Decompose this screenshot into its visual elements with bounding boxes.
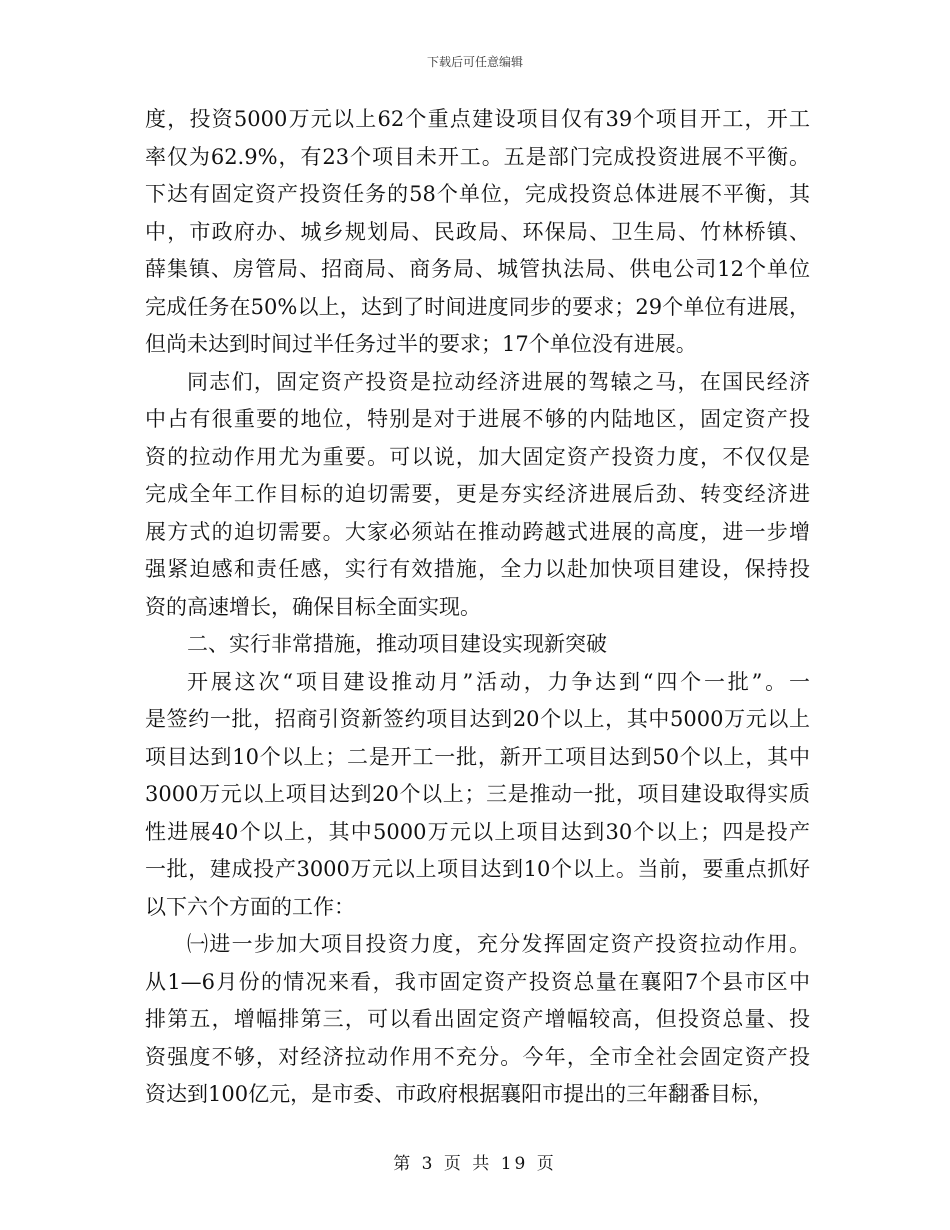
text-line: 中，市政府办、城乡规划局、民政局、环保局、卫生局、竹林桥镇、 — [145, 219, 810, 244]
text-line: 二、实行非常措施，推动项目建设实现新突破 — [187, 632, 607, 656]
text-line: 下达有固定资产投资任务的58个单位，完成投资总体进展不平衡，其 — [145, 182, 810, 206]
text-line: 强紧迫感和责任感，实行有效措施，全力以赴加快项目建设，保持投 — [145, 557, 810, 581]
text-line: 完成全年工作目标的迫切需要，更是夯实经济进展后劲、转变经济进 — [145, 482, 810, 506]
page-footer: 第 3 页 共 19 页 — [393, 1154, 557, 1174]
text-line: 资的拉动作用尤为重要。可以说，加大固定资产投资力度，不仅仅是 — [145, 444, 810, 469]
text-line: 资的高速增长，确保目标全面实现。 — [145, 594, 481, 619]
text-line: 性进展40个以上，其中5000万元以上项目达到30个以上；四是投产 — [145, 819, 810, 844]
text-line: 资达到100亿元，是市委、市政府根据襄阳市提出的三年翻番目标， — [145, 1082, 774, 1106]
text-line: 率仅为62.9%，有23个项目未开工。五是部门完成投资进展不平衡。 — [145, 144, 810, 169]
text-line: 中占有很重要的地位，特别是对于进展不够的内陆地区，固定资产投 — [145, 407, 810, 431]
text-line: 从1—6月份的情况来看，我市固定资产投资总量在襄阳7个县市区中 — [145, 969, 810, 994]
text-line: 开展这次“项目建设推动月”活动，力争达到“四个一批”。一 — [187, 669, 810, 694]
text-line: 度，投资5000万元以上62个重点建设项目仅有39个项目开工，开工 — [145, 107, 810, 131]
text-line: 薛集镇、房管局、招商局、商务局、城管执法局、供电公司12个单位 — [145, 257, 810, 281]
text-line: 展方式的迫切需要。大家必须站在推动跨越式进展的高度，进一步增 — [145, 519, 810, 544]
page-header: 下载后可任意编辑 — [426, 55, 523, 69]
text-line: 资强度不够，对经济拉动作用不充分。今年，全市全社会固定资产投 — [145, 1044, 810, 1069]
text-line: 3000万元以上项目达到20个以上；三是推动一批，项目建设取得实质 — [145, 782, 810, 806]
text-line: ㈠进一步加大项目投资力度，充分发挥固定资产投资拉动作用。 — [187, 932, 810, 956]
text-line: 完成任务在50%以上，达到了时间进度同步的要求；29个单位有进展， — [145, 294, 810, 319]
text-line: 排第五，增幅排第三，可以看出固定资产增幅较高，但投资总量、投 — [145, 1007, 810, 1031]
text-line: 同志们，固定资产投资是拉动经济进展的驾辕之马，在国民经济 — [187, 369, 810, 394]
document-body — [145, 101, 810, 1114]
text-line: 以下六个方面的工作： — [145, 894, 355, 919]
text-line: 但尚未达到时间过半任务过半的要求；17个单位没有进展。 — [145, 332, 697, 356]
text-line: 是签约一批，招商引资新签约项目达到20个以上，其中5000万元以上 — [145, 707, 810, 731]
text-line: 一批，建成投产3000万元以上项目达到10个以上。当前，要重点抓好 — [145, 857, 810, 881]
text-line: 项目达到10个以上；二是开工一批，新开工项目达到50个以上，其中 — [145, 744, 810, 769]
